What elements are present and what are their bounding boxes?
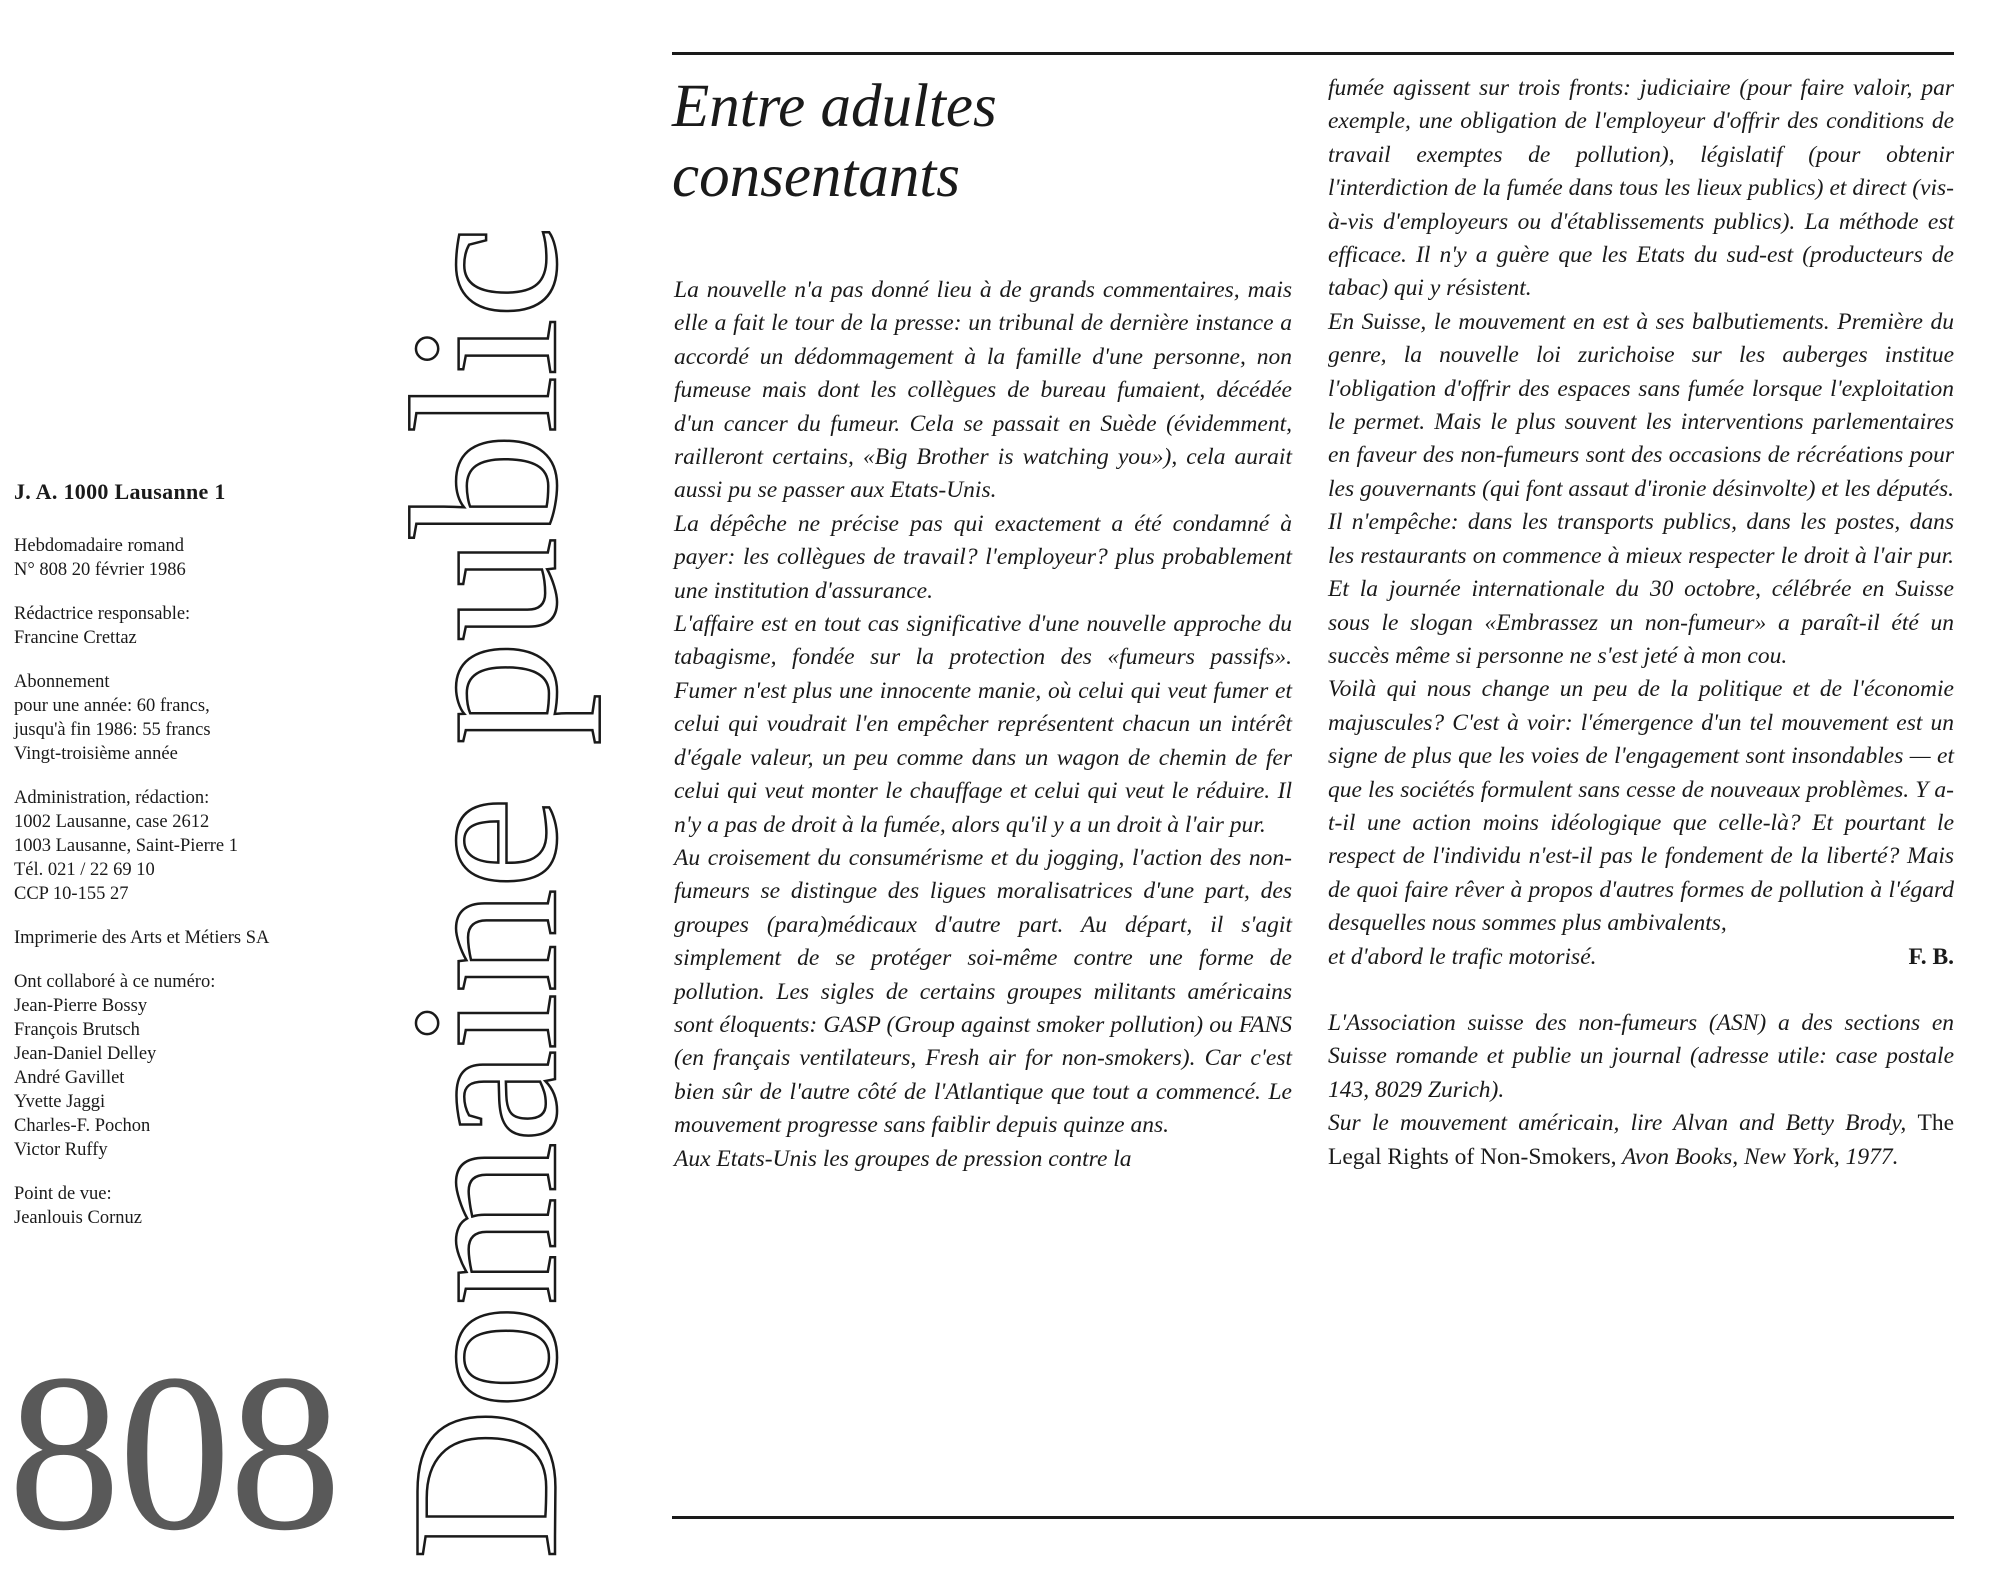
article-paragraph: La nouvelle n'a pas donné lieu à de grands commentaires, mais elle a fait le tour de la presse: un tribunal de dernière instance a accordé un dédommagement à la famille d'une personne, non fumeuse mais dont les collègues de bureau fumaient, décédée d'un cancer du fumeur. Cela se passait en Suède (évidemment, railleront certains, «Big Brother is watching you»), cela aurait aussi pu se passer aux Etats-Unis. <box>674 277 1292 504</box>
viewpoint-line: Jeanlouis Cornuz <box>14 1208 142 1228</box>
administration-info <box>14 786 394 906</box>
administration-line: 1002 Lausanne, case 2612 <box>14 812 210 832</box>
article-paragraph: fumée agissent sur trois fronts: judiciaire (pour faire valoir, par exemple, une obligation de l'employeur d'offrir des conditions de travail exemptes de pollution), législatif (pour obtenir l'interdiction de la fumée dans tous les lieux publics) et direct (vis-à-vis d'employeurs ou d'établissements publics). La méthode est efficace. Il n'y a guère que les Etats du sud-est (producteurs de tabac) qui y résistent. <box>1328 75 1954 302</box>
top-rule <box>672 52 1954 55</box>
collaborator-name: François Brutsch <box>14 1020 140 1040</box>
administration-line: Tél. 021 / 22 69 10 <box>14 860 155 880</box>
editor-info <box>14 602 394 650</box>
collaborator-name: Jean-Daniel Delley <box>14 1044 157 1064</box>
administration-line: CCP 10-155 27 <box>14 884 129 904</box>
footnote-reading <box>1328 1107 1954 1174</box>
editor-line: Francine Crettaz <box>14 628 137 648</box>
collaborator-name: Jean-Pierre Bossy <box>14 996 148 1016</box>
administration-line: 1003 Lausanne, Saint-Pierre 1 <box>14 836 238 856</box>
viewpoint-info <box>14 1182 394 1230</box>
collaborators-line: Ont collaboré à ce numéro: <box>14 972 216 992</box>
viewpoint-line: Point de vue: <box>14 1184 112 1204</box>
closing-line <box>1328 941 1954 974</box>
footnote-association: L'Association suisse des non-fumeurs (ASN) a des sections en Suisse romande et publie un journal (adresse utile: case postale 143, 8029 Zurich). <box>1328 1009 1954 1103</box>
article-paragraph: En Suisse, le mouvement en est à ses balbutiements. Première du genre, la nouvelle loi zurichoise sur les auberges institue l'obligation d'offrir des espaces sans fumée lorsque l'exploitation le permet. Mais le plus souvent les interventions parlementaires en faveur des non-fumeurs sont des occasions de récréations pour les gouvernants (qui font assaut d'ironie désinvolte) et les députés. Il n'empêche: dans les transports publics, dans les postes, dans les restaurants on commence à mieux respecter le droit à l'air pur. Et la journée internationale du 30 octobre, célébrée en Suisse sous le slogan «Embrassez un non-fumeur» a paraît-il été un succès même si personne ne s'est jeté à mon cou. <box>1328 308 1954 669</box>
printer-info <box>14 926 394 950</box>
article-paragraph: La dépêche ne précise pas qui exactement a été condamné à payer: les collègues de travail? l'employeur? plus probablement une institution d'assurance. <box>674 510 1292 604</box>
collaborator-name: Victor Ruffy <box>14 1140 108 1160</box>
book-title: The Legal Rights of Non-Smokers, <box>1328 1110 1955 1170</box>
article-paragraph: Voilà qui nous change un peu de la politique et de l'économie majuscules? C'est à voir: l'émergence d'un tel mouvement est un signe de plus que les voies de l'engagement sont insondables — et que les sociétés formulent sans cesse de nouveaux problèmes. Y a-t-il une action moins idéologique que celle-là? Et pourtant le respect de l'individu n'est-il pas le fondement de la liberté? Mais de quoi faire rêver à propos d'autres formes de pollution à l'égard desquelles nous sommes plus ambivalents, <box>1328 676 1954 937</box>
article-column-1 <box>674 274 1292 1176</box>
subscription-line: Vingt-troisième année <box>14 744 178 764</box>
publication-info <box>14 534 394 582</box>
article-paragraph: Au croisement du consumérisme et du jogging, l'action des non-fumeurs se distingue des ligues moralisatrices d'une part, des groupes (para)médicaux d'autre part. Au départ, il s'agit simplement de se protéger soi-même contre une forme de pollution. Les sigles de certains groupes militants américains sont éloquents: GASP (Group against smoker pollution) ou FANS (en français ventilateurs, Fresh air for non-smokers). Car c'est bien sûr de l'autre côté de l'Atlantique que tout a commencé. Le mouvement progresse sans faiblir depuis quinze ans. <box>674 844 1292 1139</box>
collaborator-name: Yvette Jaggi <box>14 1092 106 1112</box>
masthead-title: Domaine public <box>369 226 601 1560</box>
publication-line: N° 808 20 février 1986 <box>14 560 186 580</box>
article-paragraph: L'affaire est en tout cas significative d'une nouvelle approche du tabagisme, fondée sur la protection des «fumeurs passifs». Fumer n'est plus une innocente manie, où celui qui veut fumer et celui qui voudrait l'en empêcher représentent chacun un intérêt d'égale valeur, un peu comme dans un wagon de chemin de fer celui qui veut monter le chauffage et celui qui veut le réduire. Il n'y a pas de droit à la fumée, alors qu'il y a un droit à l'air pur. <box>674 611 1292 838</box>
administration-line: Administration, rédaction: <box>14 788 210 808</box>
subscription-info <box>14 670 394 766</box>
article-paragraph: Aux Etats-Unis les groupes de pression contre la <box>674 1145 1132 1172</box>
bottom-rule <box>672 1516 1954 1519</box>
issue-number: 808 <box>8 1327 340 1577</box>
footnote-reading-prefix: Sur le mouvement américain, lire Alvan and Betty Brody, <box>1328 1110 1907 1137</box>
publication-line: Hebdomadaire romand <box>14 536 185 556</box>
subscription-line: pour une année: 60 francs, <box>14 696 210 716</box>
printer-line: Imprimerie des Arts et Métiers SA <box>14 928 270 948</box>
editor-line: Rédactrice responsable: <box>14 604 191 624</box>
subscription-line: Abonnement <box>14 672 110 692</box>
collaborator-name: André Gavillet <box>14 1068 125 1088</box>
collaborators-info <box>14 970 394 1162</box>
article-title: Entre adultes consentants <box>672 73 997 210</box>
sidebar-info <box>14 480 394 1250</box>
subscription-line: jusqu'à fin 1986: 55 francs <box>14 720 211 740</box>
postal-header: J. A. 1000 Lausanne 1 <box>14 479 226 504</box>
closing-text: et d'abord le trafic motorisé. <box>1328 943 1597 970</box>
collaborator-name: Charles-F. Pochon <box>14 1116 151 1136</box>
article-column-2 <box>1328 72 1954 1174</box>
author-signature: F. B. <box>1908 943 1954 970</box>
footnote-reading-suffix: Avon Books, New York, 1977. <box>1621 1143 1899 1170</box>
